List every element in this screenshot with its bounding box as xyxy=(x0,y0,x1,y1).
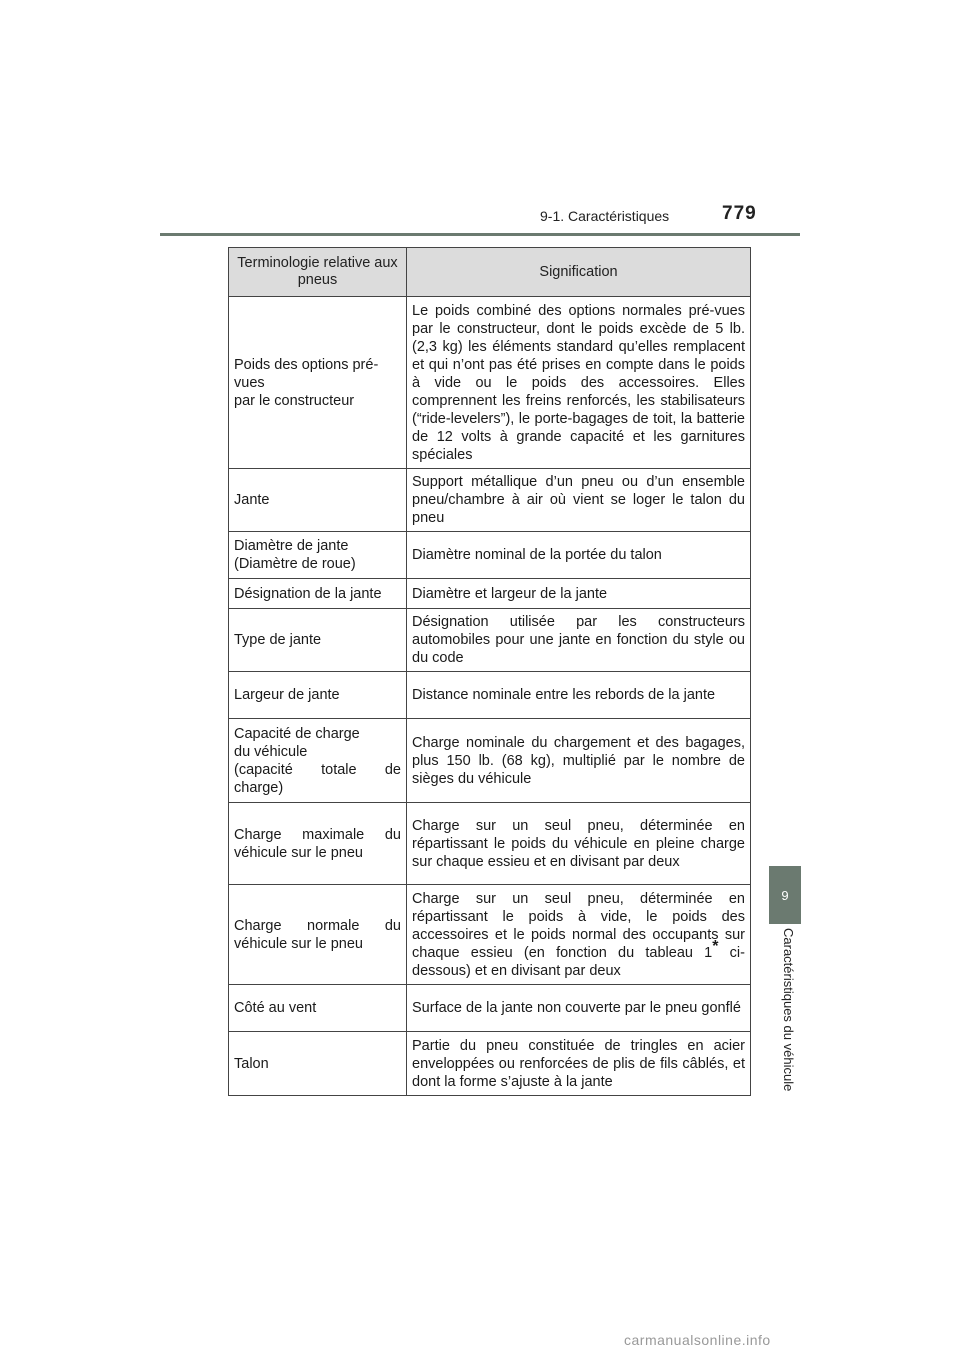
meaning-cell: Charge sur un seul pneu, déterminée en répartissant le poids du véhicule en pleine charge sur chaque essieu et en divisant par deux xyxy=(407,803,751,885)
footnote-asterisk: * xyxy=(712,937,719,955)
table-row xyxy=(229,985,751,1032)
meaning-cell: Diamètre et largeur de la jante xyxy=(407,579,751,609)
term-cell: Charge normale du véhicule sur le pneu xyxy=(229,885,407,985)
table-row xyxy=(229,1032,751,1096)
meaning-cell: Surface de la jante non couverte par le pneu gonflé xyxy=(407,985,751,1032)
table-row xyxy=(229,532,751,579)
term-cell: Diamètre de jante (Diamètre de roue) xyxy=(229,532,407,579)
chapter-title: Caractéristiques du véhicule xyxy=(781,928,796,1092)
meaning-cell xyxy=(407,885,751,985)
term-cell: Talon xyxy=(229,1032,407,1096)
term-cell: Type de jante xyxy=(229,609,407,672)
table-row xyxy=(229,672,751,719)
header-divider xyxy=(160,233,800,236)
meaning-text: ci-dessous) et en divisant par deux xyxy=(412,944,745,979)
term-cell: Charge maximale du véhicule sur le pneu xyxy=(229,803,407,885)
term-cell: Largeur de jante xyxy=(229,672,407,719)
column-header-meaning: Signification xyxy=(407,248,751,297)
chapter-tab: 9 xyxy=(769,866,801,924)
meaning-text: Charge sur un seul pneu, déterminée en répartissant le poids à vide, le poids des accessoires et le poids normal des occupants sur chaque essieu (en fonction du tableau 1 xyxy=(412,890,745,961)
table-row xyxy=(229,469,751,532)
meaning-cell: Charge nominale du chargement et des bagages, plus 150 lb. (68 kg), multiplié par le nombre de sièges du véhicule xyxy=(407,719,751,803)
tire-terminology-table xyxy=(228,247,751,1096)
table-row xyxy=(229,609,751,672)
table-row xyxy=(229,579,751,609)
meaning-cell: Le poids combiné des options normales pré-vues par le constructeur, dont le poids excède de 5 lb. (2,3 kg) les éléments standard qu’elles remplacent et qui n’ont pas été prises en compte dans le poids à vide ou le poids des accessoires. Elles comprennent les freins renforcés, les stabilisateurs (“ride-levelers”), le porte-bagages de toit, la batterie de 12 volts à grande capacité et les garnitures spéciales xyxy=(407,297,751,469)
table-row xyxy=(229,885,751,985)
meaning-cell: Support métallique d’un pneu ou d’un ensemble pneu/chambre à air où vient se loger le talon du pneu xyxy=(407,469,751,532)
meaning-cell: Partie du pneu constituée de tringles en acier enveloppées ou renforcées de plis de fils câblés, et dont la forme s’ajuste à la jante xyxy=(407,1032,751,1096)
watermark: carmanualsonline.info xyxy=(624,1332,771,1348)
term-cell: Poids des options pré-vues par le constructeur xyxy=(229,297,407,469)
section-title: 9-1. Caractéristiques xyxy=(540,208,670,224)
meaning-cell: Distance nominale entre les rebords de la jante xyxy=(407,672,751,719)
term-cell: Côté au vent xyxy=(229,985,407,1032)
page-number: 779 xyxy=(722,203,757,224)
term-cell: Capacité de charge du véhicule (capacité totale de charge) xyxy=(229,719,407,803)
table-row xyxy=(229,719,751,803)
meaning-cell: Diamètre nominal de la portée du talon xyxy=(407,532,751,579)
table-header-row xyxy=(229,248,751,297)
meaning-cell: Désignation utilisée par les constructeurs automobiles pour une jante en fonction du style ou du code xyxy=(407,609,751,672)
term-cell: Jante xyxy=(229,469,407,532)
column-header-term: Terminologie relative aux pneus xyxy=(229,248,407,297)
table-row xyxy=(229,803,751,885)
table-row xyxy=(229,297,751,469)
term-cell: Désignation de la jante xyxy=(229,579,407,609)
